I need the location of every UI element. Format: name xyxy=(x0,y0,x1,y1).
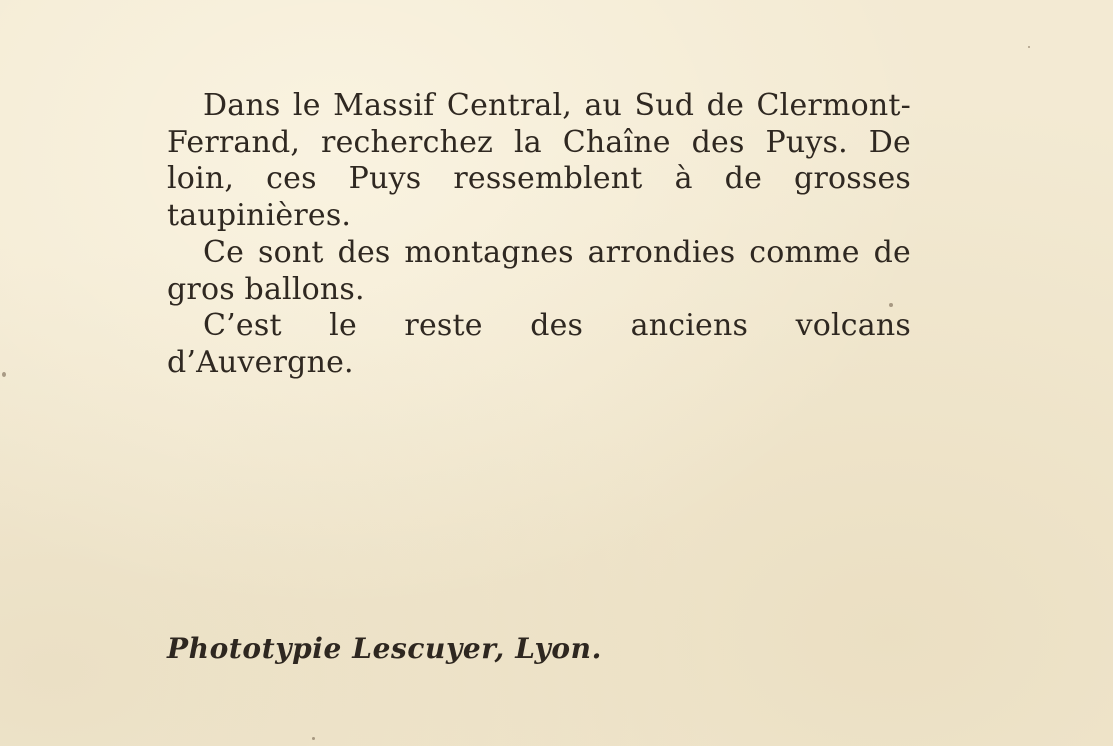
paper-speck xyxy=(889,303,893,307)
paper-speck xyxy=(2,372,6,377)
paragraph-montagnes-arrondies: Ce sont des montagnes arrondies comme de gros ballons. xyxy=(167,234,911,307)
paper-speck xyxy=(1028,46,1030,48)
paper-speck xyxy=(312,737,315,740)
paragraph-chaine-des-puys: Dans le Massif Central, au Sud de Clermont-Ferrand, recherchez la Chaîne des Puys. De loin, ces Puys ressemblent à de grosses taupinières. xyxy=(167,88,911,234)
description-text xyxy=(167,88,911,382)
printer-credit: Phototypie Lescuyer, Lyon. xyxy=(167,632,602,665)
paragraph-anciens-volcans: C’est le reste des anciens volcans d’Auvergne. xyxy=(167,308,911,380)
